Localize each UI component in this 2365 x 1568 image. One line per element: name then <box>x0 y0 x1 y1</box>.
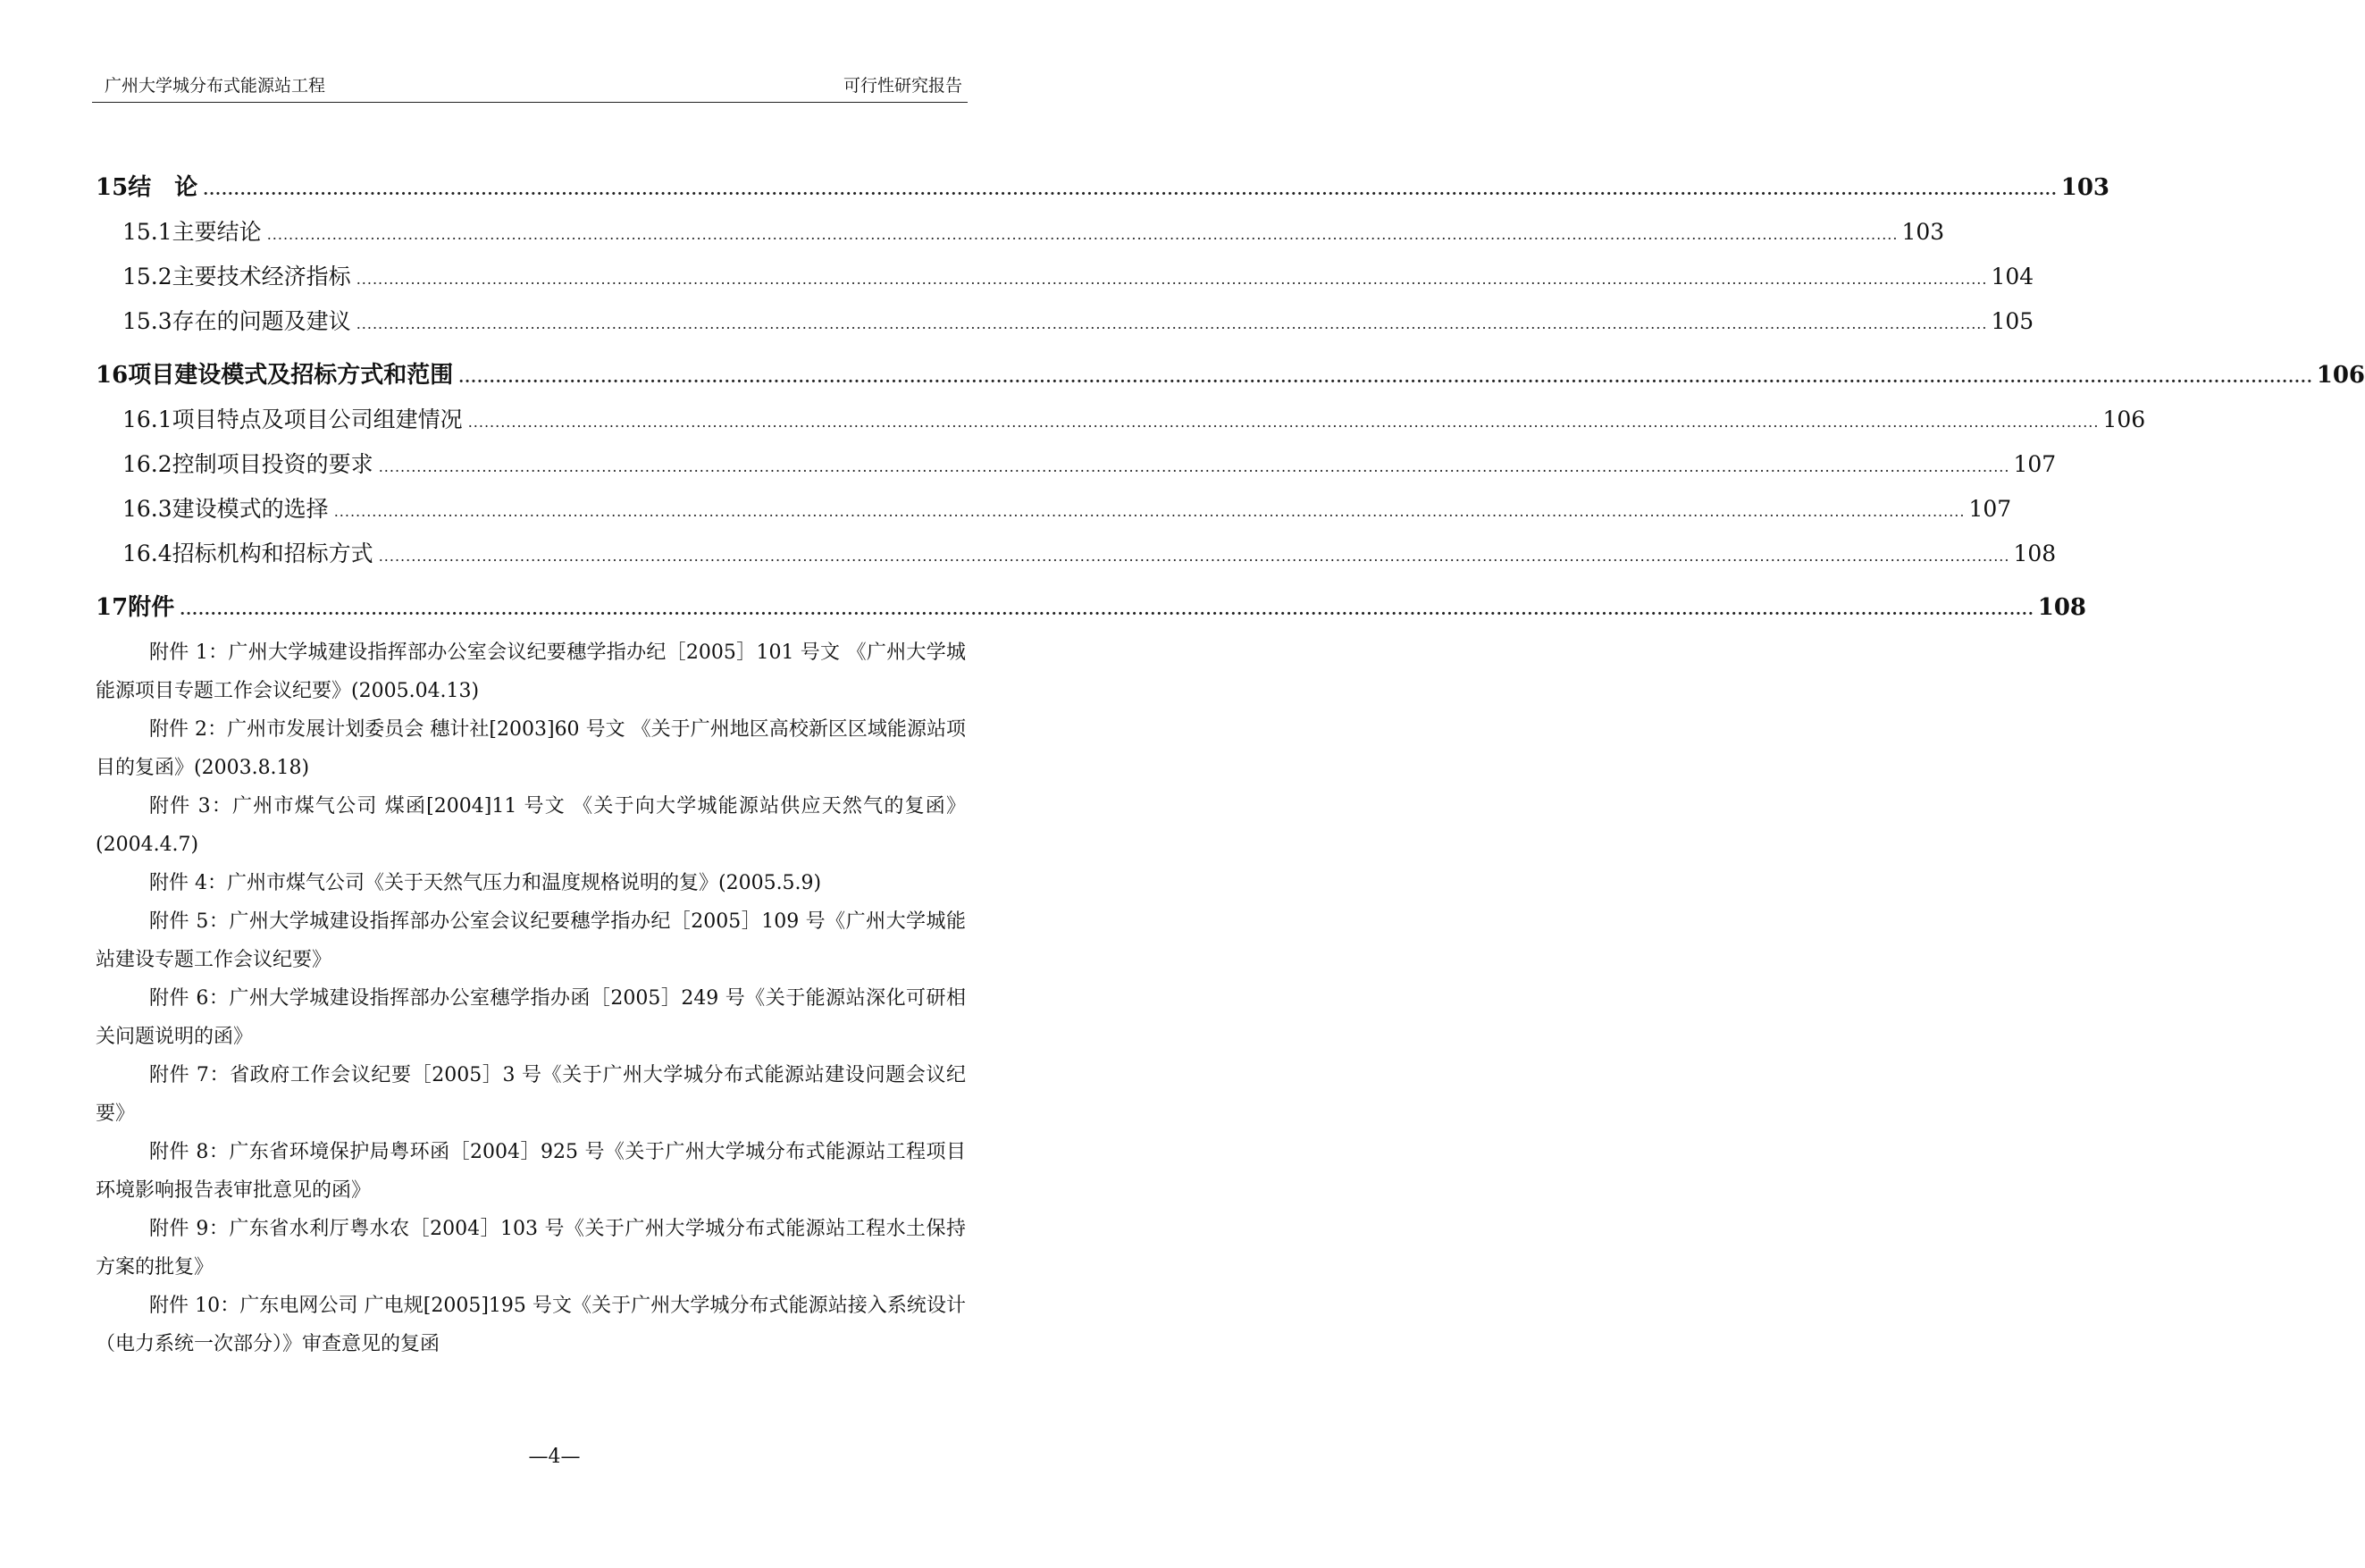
toc-page: 107 <box>2013 451 2057 477</box>
toc-page: 103 <box>2060 174 2110 201</box>
attachment-item: 附件 8：广东省环境保护局粤环函［2004］925 号《关于广州大学城分布式能源站工程项目环境影响报告表审批意见的函》 <box>96 1141 966 1202</box>
toc-number: 16.4 <box>122 541 172 566</box>
attachment-item: 附件 6：广州大学城建设指挥部办公室穗学指办函［2005］249 号《关于能源站深化可研相关问题说明的函》 <box>96 987 966 1048</box>
attachment-item: 附件 10：广东电网公司 广电规[2005]195 号文《关于广州大学城分布式能源站接入系统设计（电力系统一次部分）》审查意见的复函 <box>96 1295 966 1355</box>
toc-number: 15.2 <box>122 264 172 289</box>
toc-page: 103 <box>1901 219 1945 245</box>
toc-leader: ............................................................................................................................................................................................................................................................................................................ <box>356 271 1988 288</box>
toc-page: 108 <box>2037 594 2087 621</box>
toc-leader: ............................................................................................................................................................................................................................................................................................................ <box>378 458 2010 475</box>
attachment-item: 附件 9：广东省水利厅粤水农［2004］103 号《关于广州大学城分布式能源站工程水土保持方案的批复》 <box>96 1218 966 1279</box>
toc-leader: ............................................................................................................................................................................................................................................................................................................ <box>356 315 1988 332</box>
toc-entry-16-1[interactable] <box>96 398 2146 442</box>
page-number: —4— <box>528 1446 581 1468</box>
toc-entry-16[interactable] <box>96 353 2365 398</box>
toc-title: 主要技术经济指标 <box>172 264 351 289</box>
toc-title: 建设模式的选择 <box>172 496 329 522</box>
toc-page: 106 <box>2316 362 2365 389</box>
toc-title: 主要结论 <box>172 219 262 245</box>
header-left: 广州大学城分布式能源站工程 <box>105 76 326 96</box>
attachment-item: 附件 5：广州大学城建设指挥部办公室会议纪要穗学指办纪［2005］109 号《广州大学城能站建设专题工作会议纪要》 <box>96 910 966 971</box>
toc-entry-15-2[interactable] <box>96 255 2034 299</box>
toc-number: 16 <box>96 362 129 389</box>
toc-number: 17 <box>96 594 129 621</box>
toc-entry-15-3[interactable] <box>96 299 2034 344</box>
toc-number: 16.1 <box>122 407 172 432</box>
attachment-item: 附件 1：广州大学城建设指挥部办公室会议纪要穗学指办纪［2005］101 号文 《广州大学城能源项目专题工作会议纪要》(2005.04.13) <box>96 641 966 702</box>
toc-leader: ............................................................................................................................................................................................................................................................................................................ <box>266 226 1899 243</box>
toc-page: 108 <box>2013 541 2057 566</box>
toc-page: 105 <box>1991 308 2034 334</box>
toc-title: 结 论 <box>128 174 198 201</box>
toc-title: 控制项目投资的要求 <box>172 451 373 477</box>
attachment-item: 附件 3：广州市煤气公司 煤函[2004]11 号文 《关于向大学城能源站供应天然气的复函》(2004.4.7) <box>96 795 966 856</box>
toc-page: 104 <box>1991 264 2034 289</box>
toc-leader: ............................................................................................................................................................................................................................................................................................................ <box>467 414 2100 431</box>
toc-title: 项目特点及项目公司组建情况 <box>172 407 463 432</box>
attachment-list <box>96 633 966 1363</box>
attachment-item: 附件 4：广州市煤气公司《关于天然气压力和温度规格说明的复》(2005.5.9) <box>149 872 822 894</box>
toc-leader: ............................................................................................................................................................................................................................................................................................................ <box>458 369 2313 387</box>
toc-entry-15-1[interactable] <box>96 210 1945 255</box>
toc-title: 存在的问题及建议 <box>172 308 351 334</box>
toc-number: 15.3 <box>122 308 172 334</box>
toc-title: 附件 <box>128 594 175 621</box>
toc-entry-15[interactable] <box>96 165 2110 210</box>
toc-entry-16-2[interactable] <box>96 442 2057 487</box>
toc-leader: ............................................................................................................................................................................................................................................................................................................ <box>378 548 2010 565</box>
attachment-item: 附件 2：广州市发展计划委员会 穗计社[2003]60 号文 《关于广州地区高校新区区域能源站项目的复函》(2003.8.18) <box>96 718 966 779</box>
toc-number: 15.1 <box>122 219 172 245</box>
page-header <box>92 70 968 103</box>
toc-number: 15 <box>96 174 129 201</box>
toc-leader: ............................................................................................................................................................................................................................................................................................................ <box>333 503 1966 520</box>
toc-title: 项目建设模式及招标方式和范围 <box>128 362 454 389</box>
toc-number: 16.3 <box>122 496 172 522</box>
toc-title: 招标机构和招标方式 <box>172 541 373 566</box>
toc-leader: ............................................................................................................................................................................................................................................................................................................ <box>203 181 2058 199</box>
toc-entry-17[interactable] <box>96 585 2087 630</box>
attachment-item: 附件 7：省政府工作会议纪要［2005］3 号《关于广州大学城分布式能源站建设问题会议纪要》 <box>96 1064 966 1125</box>
toc-number: 16.2 <box>122 451 172 477</box>
table-of-contents <box>96 165 2365 1363</box>
toc-leader: ............................................................................................................................................................................................................................................................................................................ <box>180 601 2034 619</box>
toc-entry-16-3[interactable] <box>96 487 2012 532</box>
header-right: 可行性研究报告 <box>843 76 962 96</box>
toc-page: 107 <box>1968 496 2012 522</box>
toc-entry-16-4[interactable] <box>96 532 2057 576</box>
toc-page: 106 <box>2102 407 2146 432</box>
